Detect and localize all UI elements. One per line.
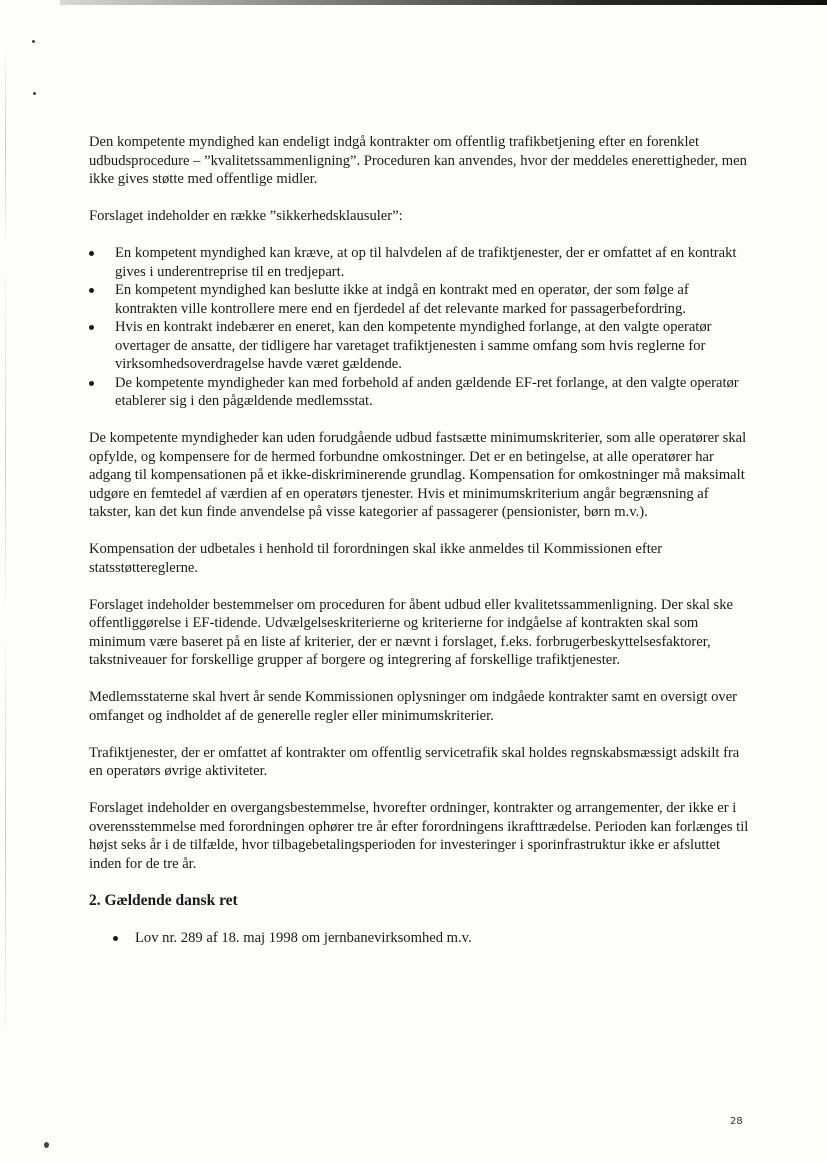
list-item <box>89 244 754 281</box>
list-item-text: En kompetent myndighed kan beslutte ikke at indgå en kontrakt med en operatør, der som følge af kontrakten ville kontrollere mere end en fjerdedel af det relevante marked for passagerbefordring. <box>115 282 689 317</box>
law-list <box>89 929 754 948</box>
paragraph-trafiktjenester: Trafiktjenester, der er omfattet af kontrakter om offentlig servicetrafik skal holdes regnskabsmæssigt adskilt fra en operatørs øvrige aktiviteter. <box>89 744 740 779</box>
paragraph-kompensation: Kompensation der udbetales i henhold til forordningen skal ikke anmeldes til Kommissionen efter statsstøttereglerne. <box>89 541 663 576</box>
bullet-icon <box>89 251 94 256</box>
scan-speck <box>44 1142 49 1148</box>
scan-speck <box>33 92 36 95</box>
bullet-icon <box>89 325 94 330</box>
bullet-icon <box>89 288 94 293</box>
list-item <box>89 374 754 411</box>
list-item-text: Hvis en kontrakt indebærer en eneret, kan den kompetente myndighed forlange, at den valgte operatør overtager de ansatte, der tidligere har varetaget trafiktjenesten i samme omfang som hvis reglerne for virksomhedsoverdragelse havde været gældende. <box>115 319 712 372</box>
document-body <box>89 133 754 947</box>
paragraph-sikkerhedsklausuler-intro: Forslaget indeholder en række ”sikkerhedsklausuler”: <box>89 208 403 224</box>
paragraph-medlemsstaterne: Medlemsstaterne skal hvert år sende Kommissionen oplysninger om indgåede kontrakter samt en oversigt over omfanget og indholdet af de generelle regler eller minimumskriterier. <box>89 689 738 724</box>
paragraph-overgangsbestemmelse: Forslaget indeholder en overgangsbestemmelse, hvorefter ordninger, kontrakter og arrangementer, der ikke er i overensstemmelse med forordningen ophører tre år efter forordningens ikrafttrædelse. Perioden kan forlænges til højst seks år i de tilfælde, hvor tilbagebetalingsperioden for investeringer i sporinfrastruktur ikke er afsluttet inden for de tre år. <box>89 800 749 872</box>
scan-top-edge <box>60 0 827 5</box>
bullet-icon <box>89 381 94 386</box>
list-item-text: De kompetente myndigheder kan med forbehold af anden gældende EF-ret forlange, at den valgte operatør etablerer sig i den pågældende medlemsstat. <box>115 374 739 409</box>
list-item <box>89 318 754 374</box>
scan-speck <box>32 40 35 43</box>
safety-clauses-list <box>89 244 754 411</box>
list-item <box>89 281 754 318</box>
scan-left-edge <box>5 40 6 1100</box>
section-heading: 2. Gældende dansk ret <box>89 891 238 909</box>
bullet-icon <box>113 936 118 941</box>
paragraph-kvalitetssammenligning: Den kompetente myndighed kan endeligt indgå kontrakter om offentlig trafikbetjening efter en forenklet udbudsprocedure – ”kvalitetssammenligning”. Proceduren kan anvendes, hvor der meddeles enerettigheder, men ikke gives støtte med offentlige midler. <box>89 134 747 187</box>
list-item-text: En kompetent myndighed kan kræve, at op til halvdelen af de trafiktjenester, der er omfattet af en kontrakt gives i underentreprise til en tredjepart. <box>115 245 737 280</box>
law-item-text: Lov nr. 289 af 18. maj 1998 om jernbanevirksomhed m.v. <box>135 929 472 946</box>
list-item <box>113 929 754 948</box>
page-number: 28 <box>730 1116 743 1127</box>
paragraph-udbud-procedure: Forslaget indeholder bestemmelser om proceduren for åbent udbud eller kvalitetssammenligning. Der skal ske offentliggørelse i EF-tidende. Udvælgelseskriterierne og kriterierne for indgåelse af kontrakten skal som minimum være baseret på en liste af kriterier, der er nævnt i forslaget, f.eks. forbrugerbeskyttelsesfaktorer, takstniveauer for forskellige grupper af borgere og integrering af forskellige trafiktjenester. <box>89 596 733 668</box>
paragraph-minimumskriterier: De kompetente myndigheder kan uden forudgående udbud fastsætte minimumskriterier, som alle operatører skal opfylde, og kompensere for de hermed forbundne omkostninger. Det er en betingelse, at alle operatører har adgang til kompensationen på et ikke-diskriminerende grundlag. Kompensation for omkostninger må maksimalt udgøre en femtedel af værdien af en operatørs tjenester. Hvis et minimumskriterium angår begrænsning af takster, kan det kun finde anvendelse på visse kategorier af passagerer (pensionister, børn m.v.). <box>89 430 747 520</box>
